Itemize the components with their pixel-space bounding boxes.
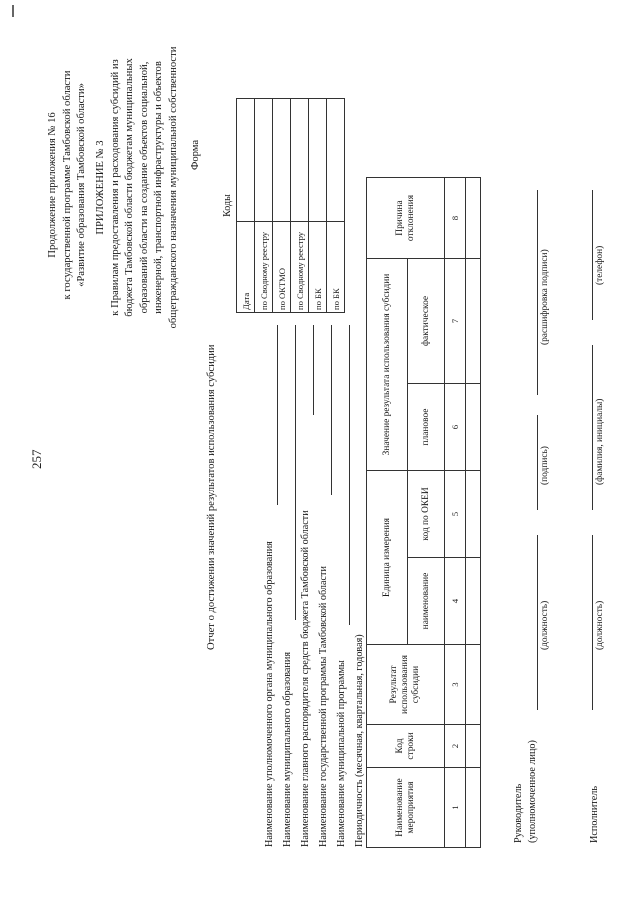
column-number: 1 xyxy=(445,768,466,848)
caption-full-name: (фамилия, инициалы) xyxy=(595,398,605,485)
table-cell xyxy=(466,259,481,384)
field-periodicity: Периодичность (месячная, квартальная, годовая) xyxy=(354,634,365,847)
executor-label: Исполнитель xyxy=(589,786,600,843)
rules-line: инженерной, транспортной инфраструктуры и объектов xyxy=(153,61,164,314)
appendix-continuation-header: Продолжение приложения № 16 к государственной программе Тамбовской области «Развитие образования Тамбовской области» xyxy=(47,70,87,300)
field-state-program: Наименование государственной программы Тамбовской области xyxy=(318,566,329,847)
codes-row-value xyxy=(291,99,309,222)
rules-line: образований области на создание объектов социальной, xyxy=(138,61,150,314)
signature-line xyxy=(537,535,538,710)
signature-line xyxy=(592,535,593,710)
form-label: Форма xyxy=(190,139,201,170)
codes-row-label: по БК xyxy=(309,222,327,313)
codes-row-value xyxy=(273,99,291,222)
appendix-rules-block xyxy=(94,15,181,360)
fill-line xyxy=(331,325,332,495)
signature-line xyxy=(537,415,538,510)
table-cell xyxy=(466,768,481,848)
field-municipality: Наименование муниципального образования xyxy=(282,651,293,847)
codes-table xyxy=(218,98,345,313)
codes-title: Коды xyxy=(218,99,237,313)
field-municipal-program: Наименование муниципальной программы xyxy=(336,660,347,847)
results-table xyxy=(366,177,481,848)
page-number: 257 xyxy=(29,449,44,469)
column-number: 7 xyxy=(445,259,466,384)
caption-signature: (подпись) xyxy=(540,446,550,485)
header-actual: фактическое xyxy=(408,259,445,384)
caption-signature-decoding: (расшифровка подписи) xyxy=(540,249,550,345)
header-okei-code: код по ОКЕИ xyxy=(408,471,445,558)
fill-line xyxy=(277,325,278,505)
table-cell xyxy=(466,178,481,259)
header-unit-group: Единица измерения xyxy=(367,471,408,645)
head-label: Руководитель xyxy=(513,783,524,843)
table-cell xyxy=(466,645,481,725)
codes-row-value xyxy=(309,99,327,222)
scan-mark xyxy=(12,5,14,17)
table-cell xyxy=(466,558,481,645)
codes-row-value xyxy=(255,99,273,222)
rules-line: к Правилам предоставления и расходования субсидий из xyxy=(109,59,121,316)
signature-line xyxy=(537,190,538,395)
column-number: 4 xyxy=(445,558,466,645)
column-number: 5 xyxy=(445,471,466,558)
codes-row-value xyxy=(237,99,255,222)
field-authorized-body: Наименование уполномоченного органа муниципального образования xyxy=(264,541,275,847)
codes-row-label: по ОКТМО xyxy=(273,222,291,313)
column-number: 8 xyxy=(445,178,466,259)
report-title: Отчет о достижении значений результатов использования субсидии xyxy=(206,344,217,650)
table-cell xyxy=(466,471,481,558)
field-budget-manager: Наименование главного распорядителя средств бюджета Тамбовской области xyxy=(300,510,311,847)
signature-line xyxy=(592,345,593,510)
header-unit-name: наименование xyxy=(408,558,445,645)
codes-row-label: по Сводному реестру xyxy=(291,222,309,313)
header-result: Результат использования субсидии xyxy=(367,645,445,725)
column-number: 2 xyxy=(445,725,466,768)
codes-row-label: по Сводному реестру xyxy=(255,222,273,313)
head-label-sub: (уполномоченное лицо) xyxy=(527,740,538,843)
fill-line xyxy=(295,325,296,620)
appendix-title: ПРИЛОЖЕНИЕ № 3 xyxy=(95,140,106,235)
rules-line: бюджета Тамбовской области бюджетам муниципальных xyxy=(124,58,135,317)
caption-position: (должность) xyxy=(595,600,605,650)
header-measure-name: Наименование мероприятия xyxy=(367,768,445,848)
codes-row-value xyxy=(327,99,345,222)
codes-row-label: по БК xyxy=(327,222,345,313)
column-number: 6 xyxy=(445,384,466,471)
column-number: 3 xyxy=(445,645,466,725)
fill-line xyxy=(349,325,350,625)
header-deviation-reason: Причина отклонения xyxy=(367,178,445,259)
table-cell xyxy=(466,384,481,471)
header-value-group: Значение результата использования субсидии xyxy=(367,259,408,471)
caption-phone: (телефон) xyxy=(595,245,605,285)
fill-line xyxy=(313,325,314,415)
caption-position: (должность) xyxy=(540,600,550,650)
header-line-code: Код строки xyxy=(367,725,445,768)
codes-row-label: Дата xyxy=(237,222,255,313)
rules-line: общегражданского назначения муниципальной собственности xyxy=(167,46,179,329)
header-planned: плановое xyxy=(408,384,445,471)
table-cell xyxy=(466,725,481,768)
signature-line xyxy=(592,190,593,320)
